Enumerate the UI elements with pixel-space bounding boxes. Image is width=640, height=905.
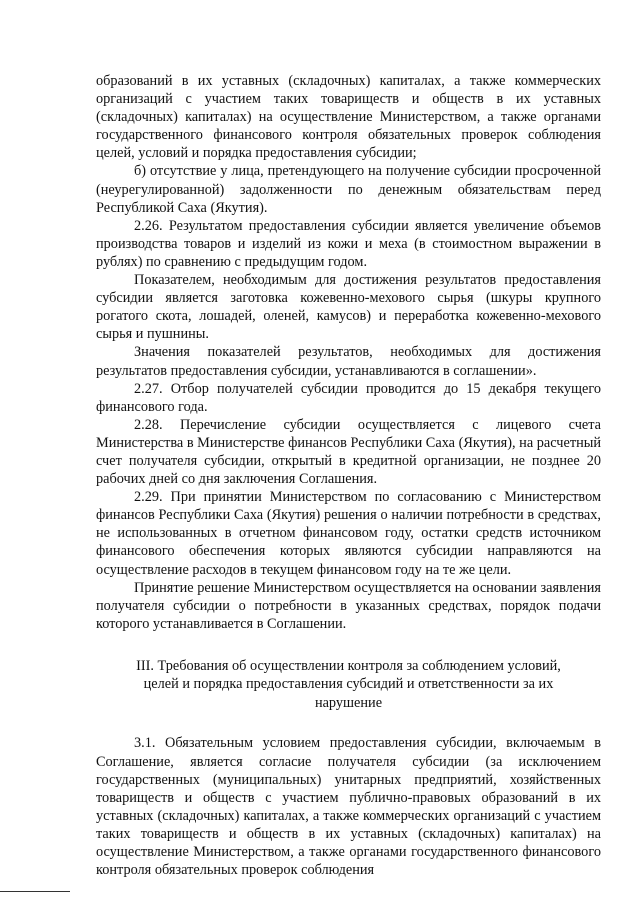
paragraph-2-26: 2.26. Результатом предоставления субсидии является увеличение объемов производства товаров и изделий из кожи и меха (в стоимостном выражении в рублях) по сравнению с предыдущим годом. [96,217,601,270]
section-heading [96,657,601,713]
section-heading-line-2: целей и порядка предоставления субсидий и ответственности за их [143,676,554,693]
paragraph-indicator: Показателем, необходимым для достижения результатов предоставления субсидии является заготовка кожевенно-мехового сырья (шкуры крупного рогатого скота, лошадей, оленей, камусов) и переработка кожевенно-мехового сырья и пушнины. [96,272,601,343]
paragraph-2-27: 2.27. Отбор получателей субсидии проводится до 15 декабря текущего финансового года. [96,380,601,415]
paragraph-2-29: 2.29. При принятии Министерством по согласованию с Министерством финансов Республики Саха (Якутия) решения о наличии потребности в средствах, не использованных в отчетном финансовом году, остатки средств источником финансового обеспечения которых являются субсидии направляются на осуществление расходов в текущем финансовом году на те же цели. [96,489,601,578]
paragraph-decision: Принятие решение Министерством осуществляется на основании заявления получателя субсидии о потребности в указанных средствах, порядок подачи которого устанавливается в Соглашении. [96,579,601,632]
paragraph-continuation: образований в их уставных (складочных) капиталах, а также коммерческих организаций с участием таких товариществ и обществ в их уставных (складочных) капиталах) на осуществление Министерством, а также органами государственного финансового контроля обязательных проверок соблюдения целей, условий и порядка предоставления субсидии; [96,73,601,162]
paragraph-item-b: б) отсутствие у лица, претендующего на получение субсидии просроченной (неурегулированной) задолженности по денежным обязательствам перед Республикой Саха (Якутия). [96,163,601,216]
section-heading-line-3: нарушение [314,694,383,711]
paragraph-3-1: 3.1. Обязательным условием предоставления субсидии, включаемым в Соглашение, является согласие получателя субсидии (за исключением государственных (муниципальных) унитарных предприятий, хозяйственных товариществ и обществ с участием публично-правовых образований в их уставных (складочных) капиталах, а также коммерческих организаций с участием таких товариществ и обществ в их уставных (складочных) капиталах) на осуществление Министерством, а также органами государственного финансового контроля обязательных проверок соблюдения [96,735,601,879]
footer-rule [0,891,70,892]
document-page [96,72,601,879]
paragraph-indicator-values: Значения показателей результатов, необходимых для достижения результатов предоставления субсидии, устанавливаются в соглашении». [96,344,601,379]
section-heading-line-1: III. Требования об осуществлении контроля за соблюдением условий, [136,657,561,674]
paragraph-2-28: 2.28. Перечисление субсидии осуществляется с лицевого счета Министерства в Министерстве финансов Республики Саха (Якутия), на расчетный счет получателя субсидии, открытый в кредитной организации, не позднее 20 рабочих дней со дня заключения Соглашения. [96,416,601,488]
